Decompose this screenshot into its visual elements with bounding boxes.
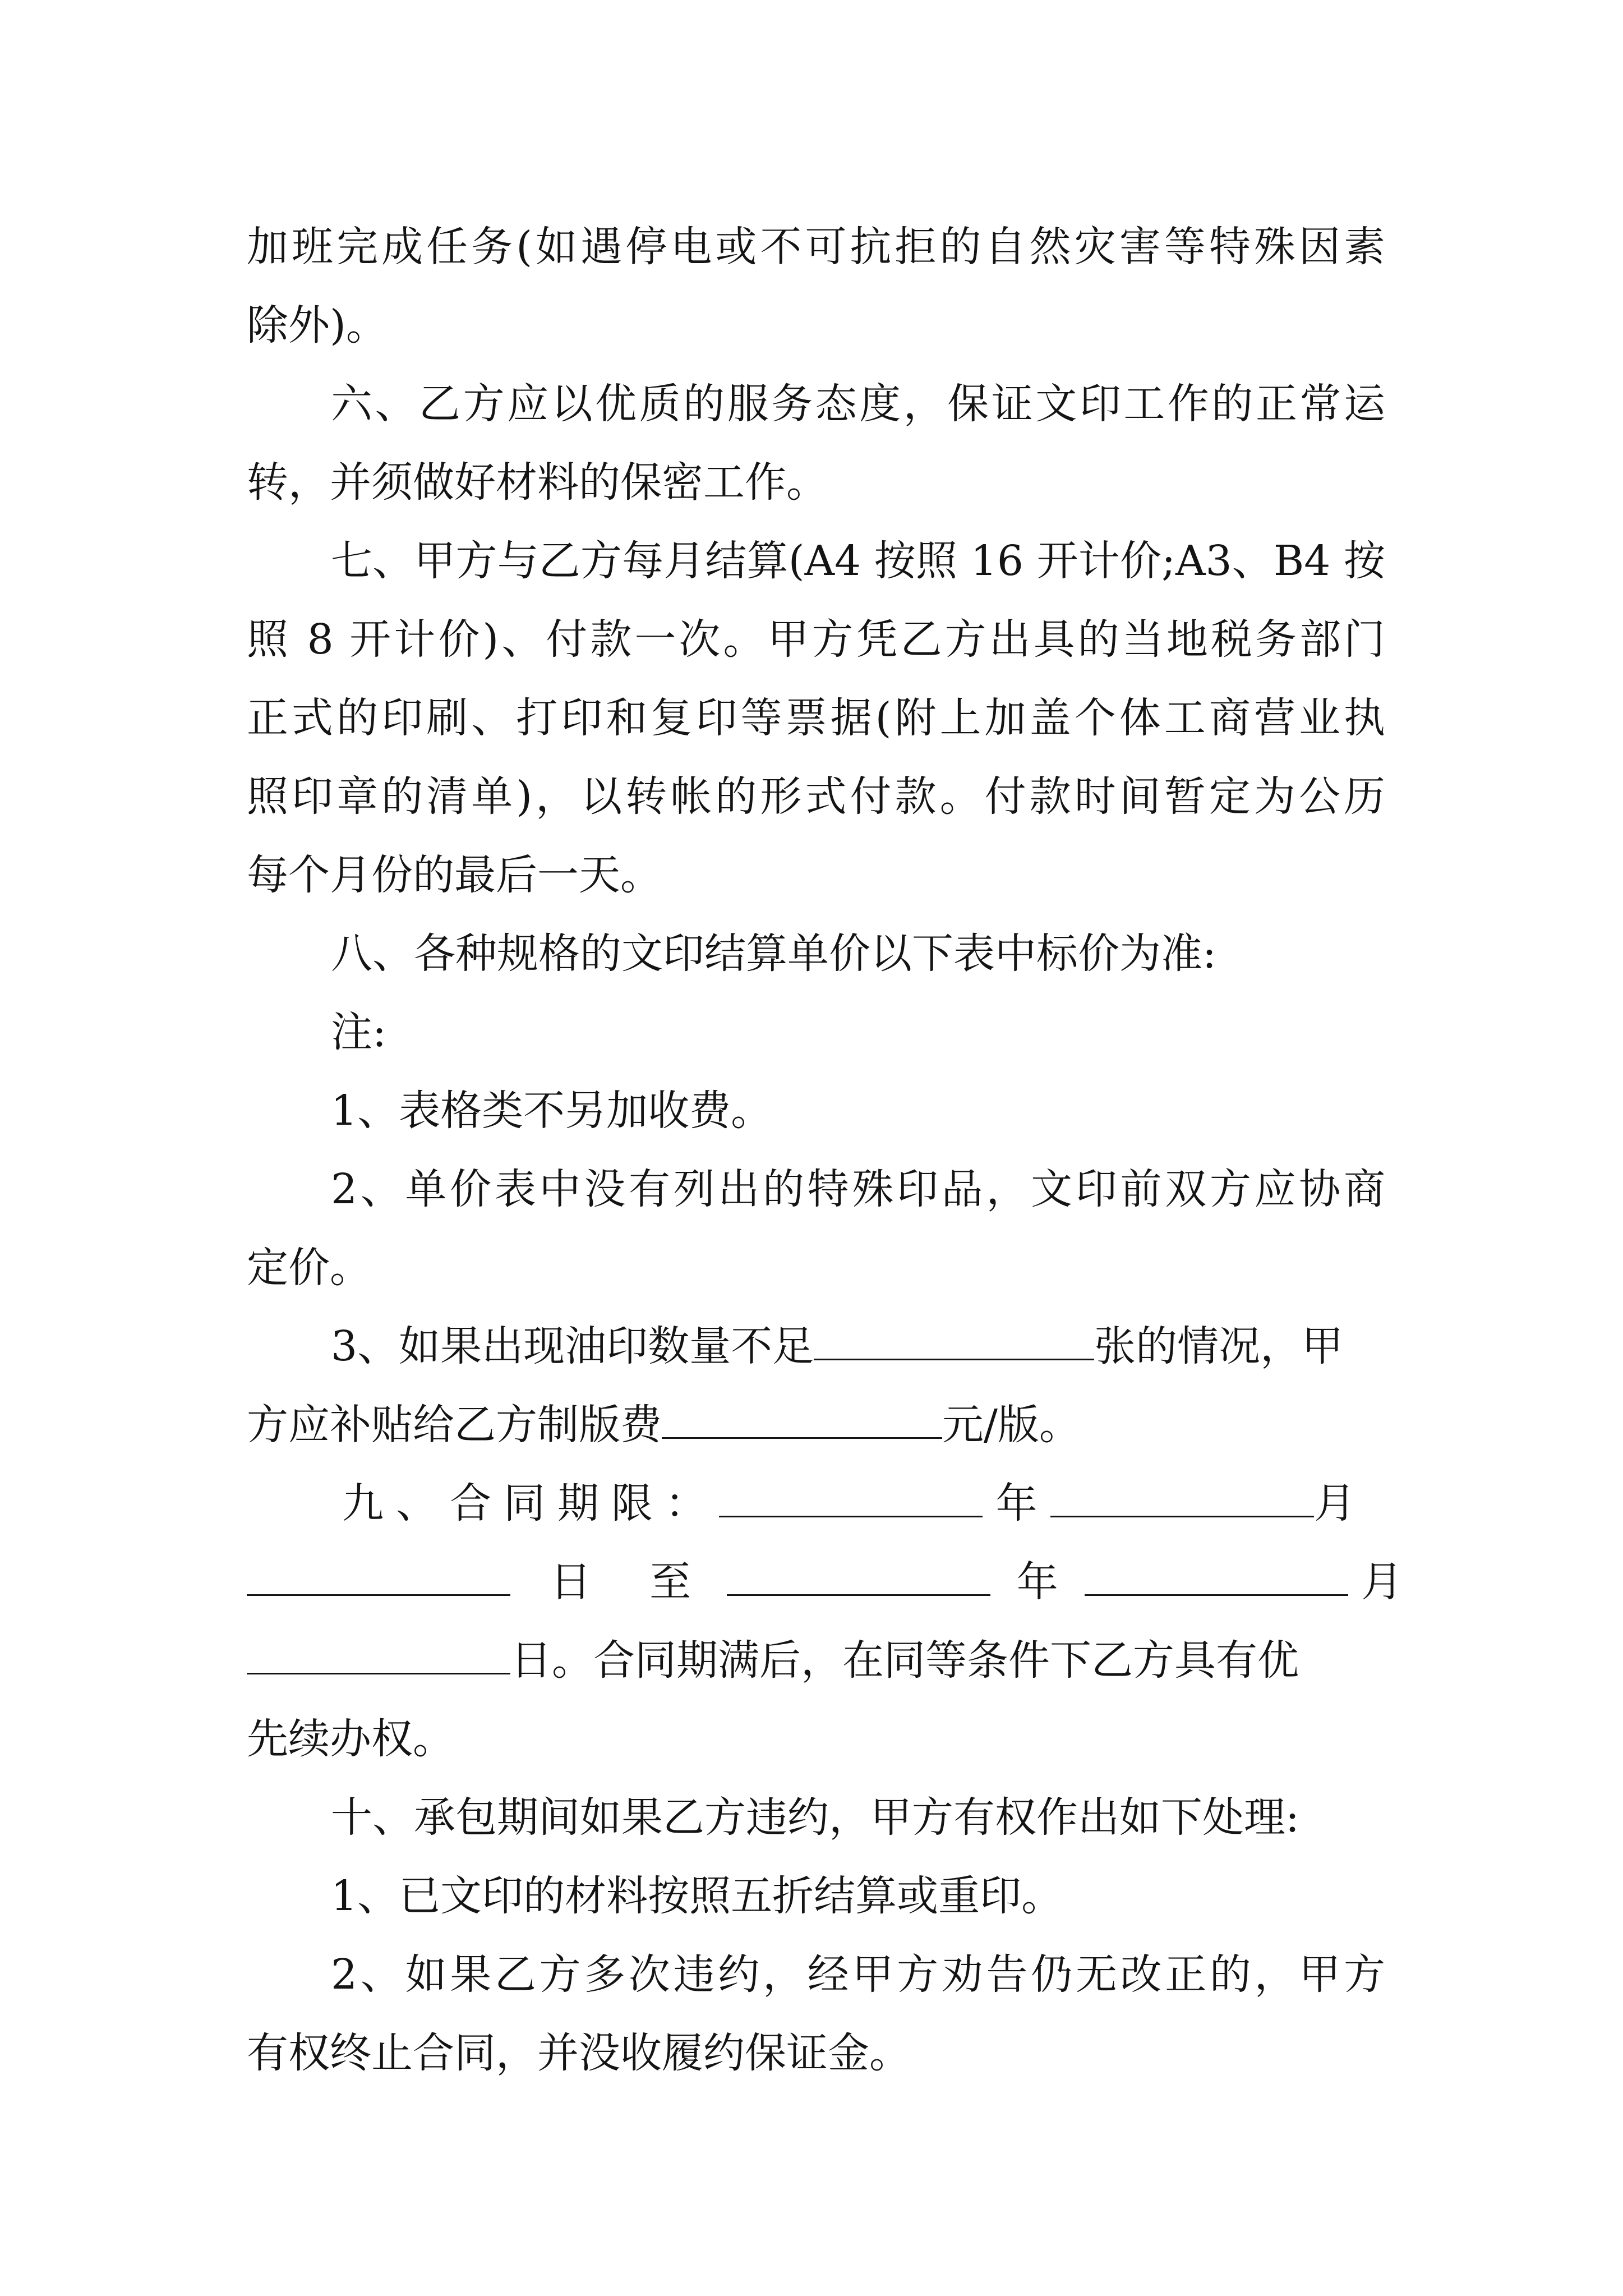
quantity-blank (814, 1317, 1094, 1360)
clause-nine-line: 先续办权。 (247, 1715, 454, 1763)
clause-six-line: 转，并须做好材料的保密工作。 (247, 458, 828, 507)
year-text: 年 (995, 1479, 1038, 1527)
end-year-blank (727, 1553, 990, 1596)
note-item-3-text: 张的情况，甲 (1094, 1322, 1344, 1370)
start-day-blank (247, 1553, 510, 1596)
fee-blank (662, 1396, 942, 1439)
year-text: 年 (1016, 1558, 1058, 1606)
clause-ten-heading: 十、承包期间如果乙方违约，甲方有权作出如下处理: (331, 1793, 1299, 1842)
note-item-3-text: 方应补贴给乙方制版费 (247, 1401, 662, 1449)
clause-ten-point-1: 1、已文印的材料按照五折结算或重印。 (331, 1872, 1063, 1920)
clause-seven-line: 照 8 开计价)、付款一次。甲方凭乙方出具的当地税务部门 (247, 615, 1385, 664)
start-month-blank (1050, 1474, 1314, 1517)
note-item-3 (247, 1307, 1385, 1386)
day-to-text: 日 至 (550, 1558, 714, 1606)
note-item-1: 1、表格类不另加收费。 (331, 1087, 773, 1135)
clause-seven-line: 每个月份的最后一天。 (247, 851, 662, 899)
note-item-3 (247, 1386, 1385, 1464)
note-label: 注: (331, 1008, 386, 1056)
paragraph-line: 除外)。 (247, 301, 388, 349)
clause-seven-line: 正式的印刷、打印和复印等票据(附上加盖个体工商营业执 (247, 694, 1385, 742)
clause-nine-line (247, 1621, 1385, 1700)
clause-ten-point-2: 有权终止合同，并没收履约保证金。 (247, 2029, 911, 2077)
paragraph-line: 加班完成任务(如遇停电或不可抗拒的自然灾害等特殊因素 (247, 223, 1385, 271)
note-item-2: 定价。 (247, 1244, 371, 1292)
day-end-text: 日。合同期满后，在同等条件下乙方具有优 (510, 1636, 1299, 1685)
contract-body (247, 208, 1403, 2092)
end-day-blank (247, 1631, 510, 1674)
note-item-2: 2、单价表中没有列出的特殊印品，文印前双方应协商 (331, 1165, 1385, 1213)
contract-term-label: 九、合同期限： (342, 1479, 719, 1527)
clause-seven-line: 照印章的清单)，以转帐的形式付款。付款时间暂定为公历 (247, 772, 1385, 821)
end-month-blank (1085, 1553, 1348, 1596)
month-text: 月 (1314, 1479, 1356, 1527)
clause-nine-line (247, 1464, 1385, 1543)
clause-seven-line: 七、甲方与乙方每月结算(A4 按照 16 开计价;A3、B4 按 (331, 537, 1385, 585)
month-text: 月 (1361, 1558, 1403, 1606)
note-item-3-text: 元/版。 (942, 1401, 1081, 1449)
clause-six-line: 六、乙方应以优质的服务态度，保证文印工作的正常运 (331, 380, 1385, 428)
clause-ten-point-2: 2、如果乙方多次违约，经甲方劝告仍无改正的，甲方 (331, 1950, 1385, 1999)
note-item-3-text: 3、如果出现油印数量不足 (331, 1322, 814, 1370)
start-year-blank (719, 1474, 983, 1517)
clause-nine-line (247, 1543, 1403, 1621)
clause-eight-line: 八、各种规格的文印结算单价以下表中标价为准: (331, 930, 1216, 978)
